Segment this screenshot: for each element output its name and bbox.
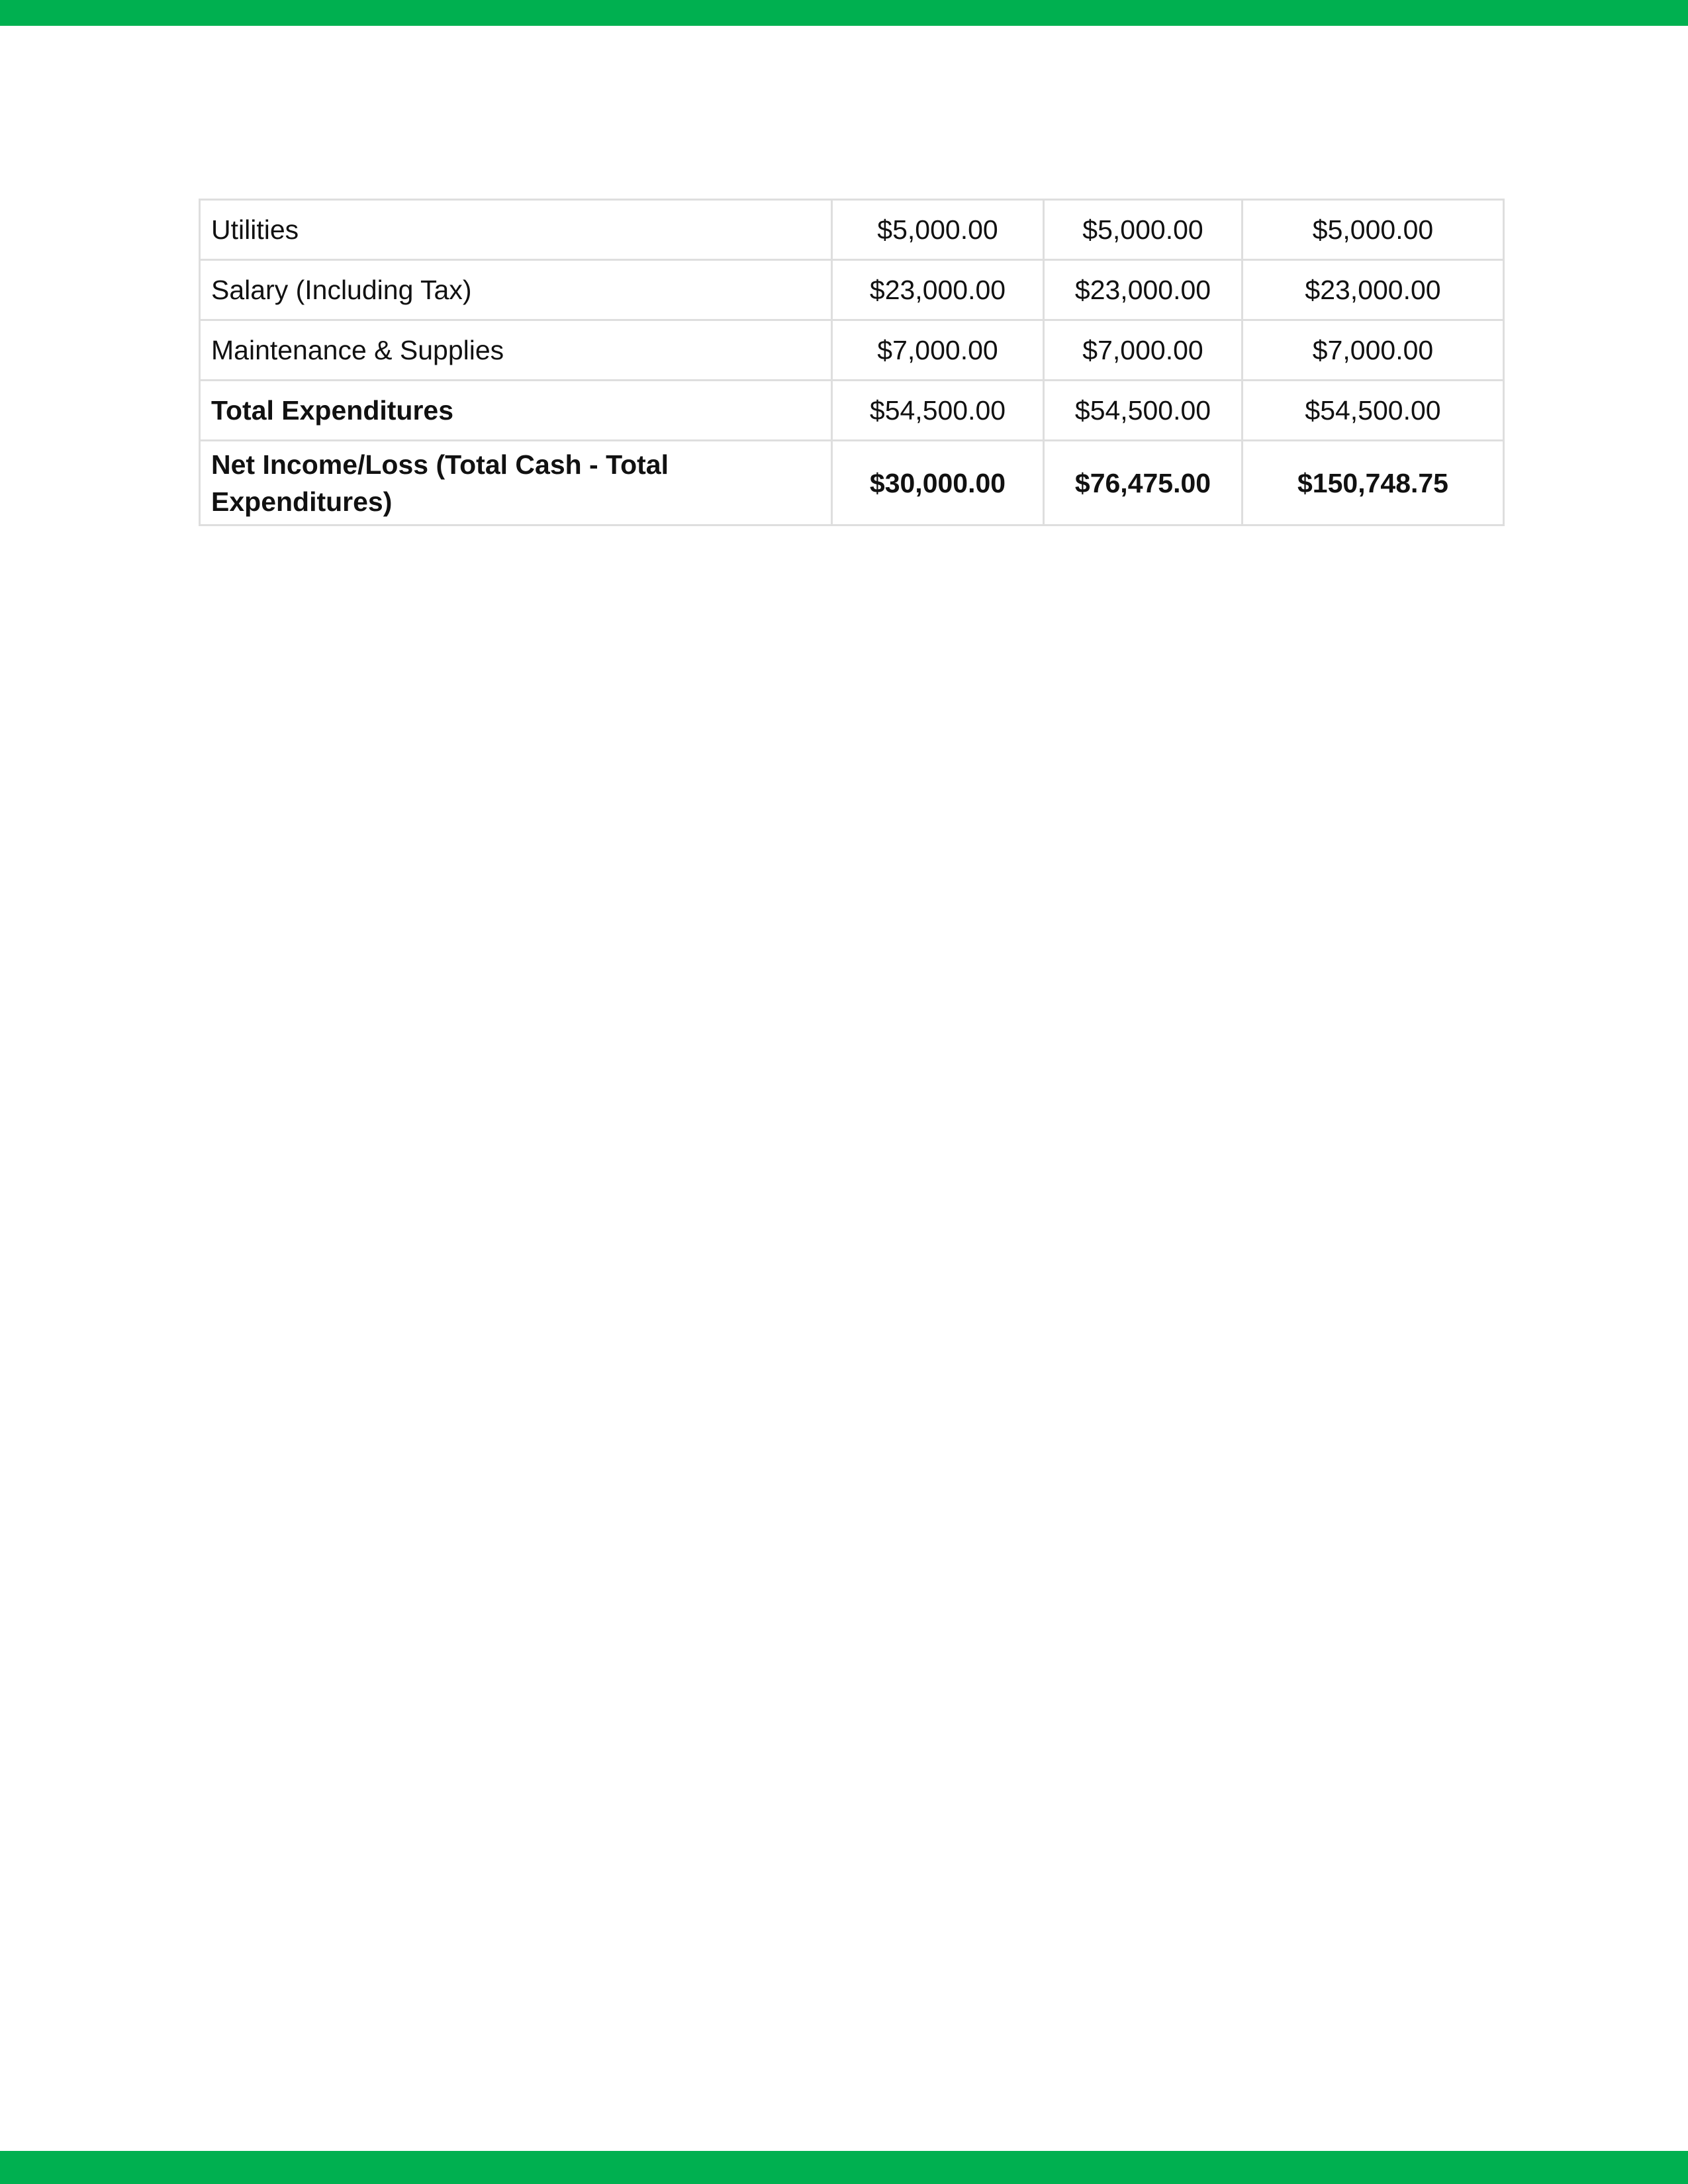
value-cell-3: $7,000.00 bbox=[1243, 320, 1504, 381]
value-cell-1: $30,000.00 bbox=[832, 441, 1044, 525]
value-cell-3: $54,500.00 bbox=[1243, 381, 1504, 441]
value-cell-2: $54,500.00 bbox=[1044, 381, 1243, 441]
table-row-salary bbox=[200, 260, 1504, 320]
value-cell-2: $23,000.00 bbox=[1044, 260, 1243, 320]
table-row-net-income bbox=[200, 441, 1504, 525]
row-label: Net Income/Loss (Total Cash - Total Expenditures) bbox=[200, 441, 832, 525]
value-cell-2: $5,000.00 bbox=[1044, 200, 1243, 260]
top-green-band bbox=[0, 0, 1688, 26]
value-cell-2: $7,000.00 bbox=[1044, 320, 1243, 381]
value-cell-3: $23,000.00 bbox=[1243, 260, 1504, 320]
bottom-green-band bbox=[0, 2151, 1688, 2184]
value-cell-2: $76,475.00 bbox=[1044, 441, 1243, 525]
value-cell-1: $54,500.00 bbox=[832, 381, 1044, 441]
value-cell-3: $5,000.00 bbox=[1243, 200, 1504, 260]
expenditure-table bbox=[199, 199, 1505, 526]
value-cell-1: $23,000.00 bbox=[832, 260, 1044, 320]
row-label: Salary (Including Tax) bbox=[200, 260, 832, 320]
row-label: Utilities bbox=[200, 200, 832, 260]
value-cell-1: $5,000.00 bbox=[832, 200, 1044, 260]
table-row-total-expenditures bbox=[200, 381, 1504, 441]
row-label: Total Expenditures bbox=[200, 381, 832, 441]
table-row-utilities bbox=[200, 200, 1504, 260]
table-row-maintenance bbox=[200, 320, 1504, 381]
row-label: Maintenance & Supplies bbox=[200, 320, 832, 381]
value-cell-3: $150,748.75 bbox=[1243, 441, 1504, 525]
value-cell-1: $7,000.00 bbox=[832, 320, 1044, 381]
